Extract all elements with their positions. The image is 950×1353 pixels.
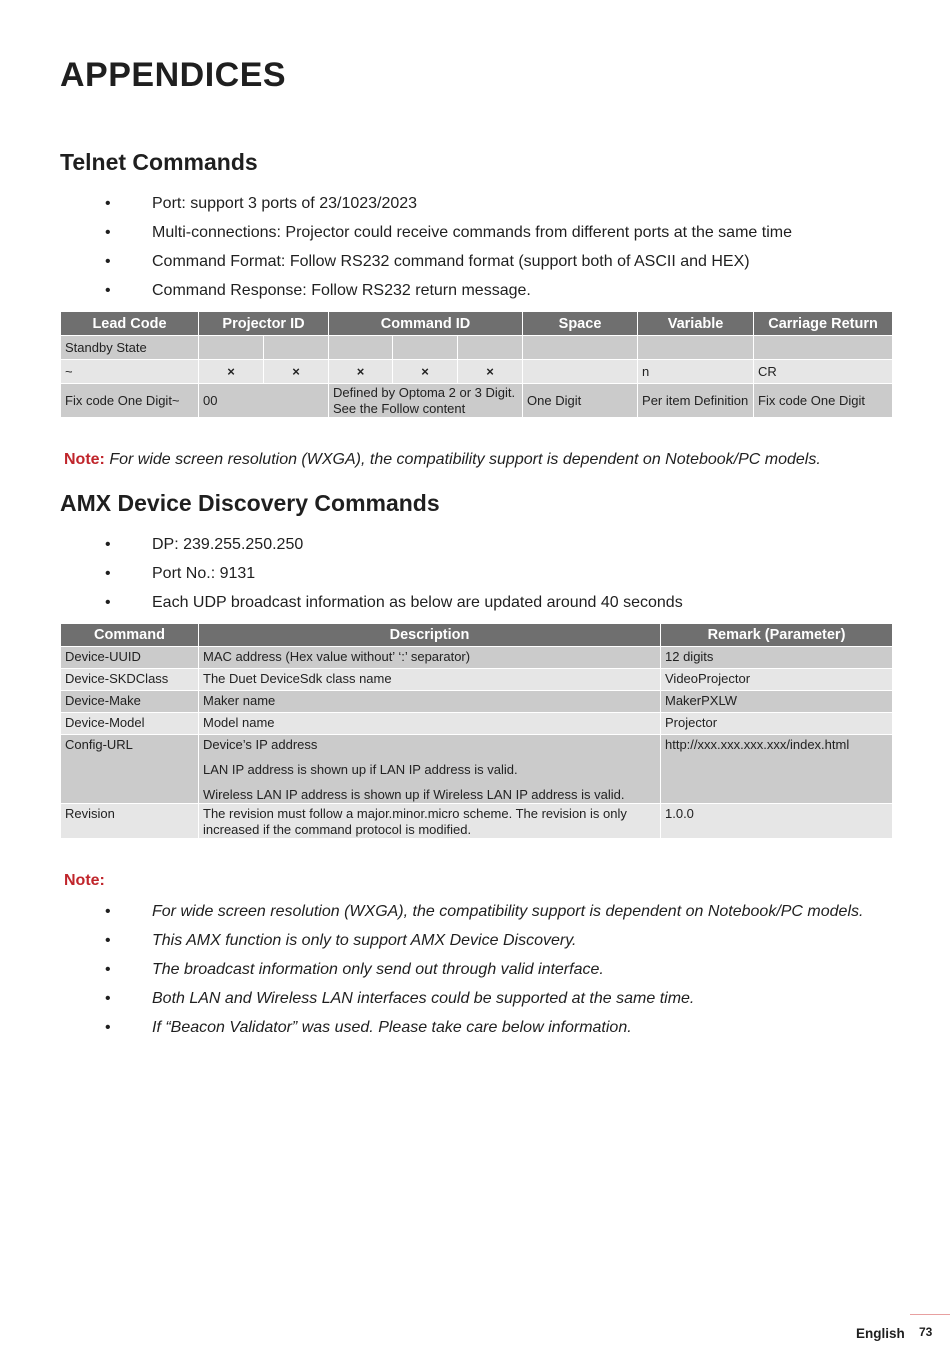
table-cell: Config-URL: [61, 735, 199, 804]
note-label: Note:: [64, 451, 105, 468]
column-header: Space: [523, 312, 638, 336]
list-item: • Both LAN and Wireless LAN interfaces could be supported at the same time.: [0, 988, 950, 1017]
telnet-command-table: [60, 311, 893, 418]
table-cell: n: [638, 360, 754, 384]
list-item: • Multi-connections: Projector could receive commands from different ports at the same time: [0, 222, 950, 251]
bullet-icon: •: [105, 1019, 111, 1036]
list-item: • Each UDP broadcast information as below are updated around 40 seconds: [0, 592, 950, 621]
table-cell: CR: [754, 360, 893, 384]
table-row: [61, 360, 893, 384]
bullet-icon: •: [105, 195, 111, 212]
note-label: Note:: [64, 872, 105, 889]
amx-command-table: [60, 623, 893, 839]
footer-language: English: [856, 1326, 905, 1341]
table-cell: The Duet DeviceSdk class name: [199, 669, 661, 691]
table-header-row: [61, 624, 893, 647]
column-header: Variable: [638, 312, 754, 336]
table-cell: Maker name: [199, 691, 661, 713]
table-cell: Device-UUID: [61, 647, 199, 669]
table-cell: [523, 336, 638, 360]
column-header: Command: [61, 624, 199, 647]
cross-icon: ×: [264, 360, 329, 384]
page-number: 73: [919, 1325, 933, 1339]
column-header: Carriage Return: [754, 312, 893, 336]
bullet-icon: •: [105, 253, 111, 270]
cross-icon: ×: [393, 360, 458, 384]
table-cell: Fix code One Digit: [754, 384, 893, 418]
table-row: [61, 713, 893, 735]
table-cell: Defined by Optoma 2 or 3 Digit. See the Follow content: [329, 384, 523, 418]
page-title: APPENDICES: [60, 56, 287, 94]
table-cell: Revision: [61, 804, 199, 839]
bullet-icon: •: [105, 961, 111, 978]
table-cell: Device-SKDClass: [61, 669, 199, 691]
bullet-icon: •: [105, 565, 111, 582]
list-item: • For wide screen resolution (WXGA), the compatibility support is dependent on Notebook/PC models.: [0, 901, 950, 930]
table-cell: Model name: [199, 713, 661, 735]
table-row: [61, 669, 893, 691]
column-header: Lead Code: [61, 312, 199, 336]
bullet-icon: •: [105, 932, 111, 949]
cross-icon: ×: [329, 360, 393, 384]
table-cell: MAC address (Hex value without’ ‘:’ separator): [199, 647, 661, 669]
cross-icon: ×: [458, 360, 523, 384]
column-header: Description: [199, 624, 661, 647]
table-cell: The revision must follow a major.minor.micro scheme. The revision is only increased if the command protocol is modified.: [199, 804, 661, 839]
telnet-note: [64, 451, 821, 469]
list-item: • The broadcast information only send out through valid interface.: [0, 959, 950, 988]
table-cell: VideoProjector: [661, 669, 893, 691]
table-cell: [458, 336, 523, 360]
table-cell: [638, 336, 754, 360]
bullet-icon: •: [105, 594, 111, 611]
table-cell: [199, 336, 264, 360]
bullet-icon: •: [105, 224, 111, 241]
table-cell: 1.0.0: [661, 804, 893, 839]
table-cell: [393, 336, 458, 360]
table-cell: Device-Model: [61, 713, 199, 735]
table-row: [61, 647, 893, 669]
amx-note-label: [64, 872, 105, 890]
table-cell: 12 digits: [661, 647, 893, 669]
list-item: • DP: 239.255.250.250: [0, 534, 950, 563]
column-header: Remark (Parameter): [661, 624, 893, 647]
table-cell: [754, 336, 893, 360]
table-row: [61, 735, 893, 804]
list-item: • Port: support 3 ports of 23/1023/2023: [0, 193, 950, 222]
bullet-icon: •: [105, 282, 111, 299]
footer-divider: [910, 1314, 950, 1315]
table-row: [61, 804, 893, 839]
bullet-icon: •: [105, 903, 111, 920]
list-item: • Command Response: Follow RS232 return message.: [0, 280, 950, 309]
amx-note-list: [0, 901, 950, 1046]
list-item: • If “Beacon Validator” was used. Please take care below information.: [0, 1017, 950, 1046]
table-cell: Per item Definition: [638, 384, 754, 418]
list-item: • Port No.: 9131: [0, 563, 950, 592]
table-header-row: [61, 312, 893, 336]
telnet-heading: Telnet Commands: [60, 149, 258, 175]
table-cell: Fix code One Digit~: [61, 384, 199, 418]
table-cell: One Digit: [523, 384, 638, 418]
table-cell: ~: [61, 360, 199, 384]
list-item: • This AMX function is only to support AMX Device Discovery.: [0, 930, 950, 959]
cross-icon: ×: [199, 360, 264, 384]
amx-heading: AMX Device Discovery Commands: [60, 490, 440, 516]
table-cell: Device-Make: [61, 691, 199, 713]
column-header: Projector ID: [199, 312, 329, 336]
table-cell: Device’s IP address LAN IP address is shown up if LAN IP address is valid. Wireless LAN IP address is shown up if Wireless LAN IP address is valid.: [199, 735, 661, 804]
amx-bullet-list: [0, 534, 950, 621]
telnet-bullet-list: [0, 193, 950, 309]
table-cell: http://xxx.xxx.xxx.xxx/index.html: [661, 735, 893, 804]
table-cell: MakerPXLW: [661, 691, 893, 713]
table-row: [61, 384, 893, 418]
table-row: [61, 336, 893, 360]
bullet-icon: •: [105, 536, 111, 553]
table-cell: 00: [199, 384, 329, 418]
table-cell: Projector: [661, 713, 893, 735]
bullet-icon: •: [105, 990, 111, 1007]
table-cell: [264, 336, 329, 360]
table-cell: [523, 360, 638, 384]
list-item: • Command Format: Follow RS232 command format (support both of ASCII and HEX): [0, 251, 950, 280]
table-row: [61, 691, 893, 713]
column-header: Command ID: [329, 312, 523, 336]
note-text: For wide screen resolution (WXGA), the compatibility support is dependent on Notebook/PC models.: [109, 451, 821, 468]
table-cell: Standby State: [61, 336, 199, 360]
table-cell: [329, 336, 393, 360]
